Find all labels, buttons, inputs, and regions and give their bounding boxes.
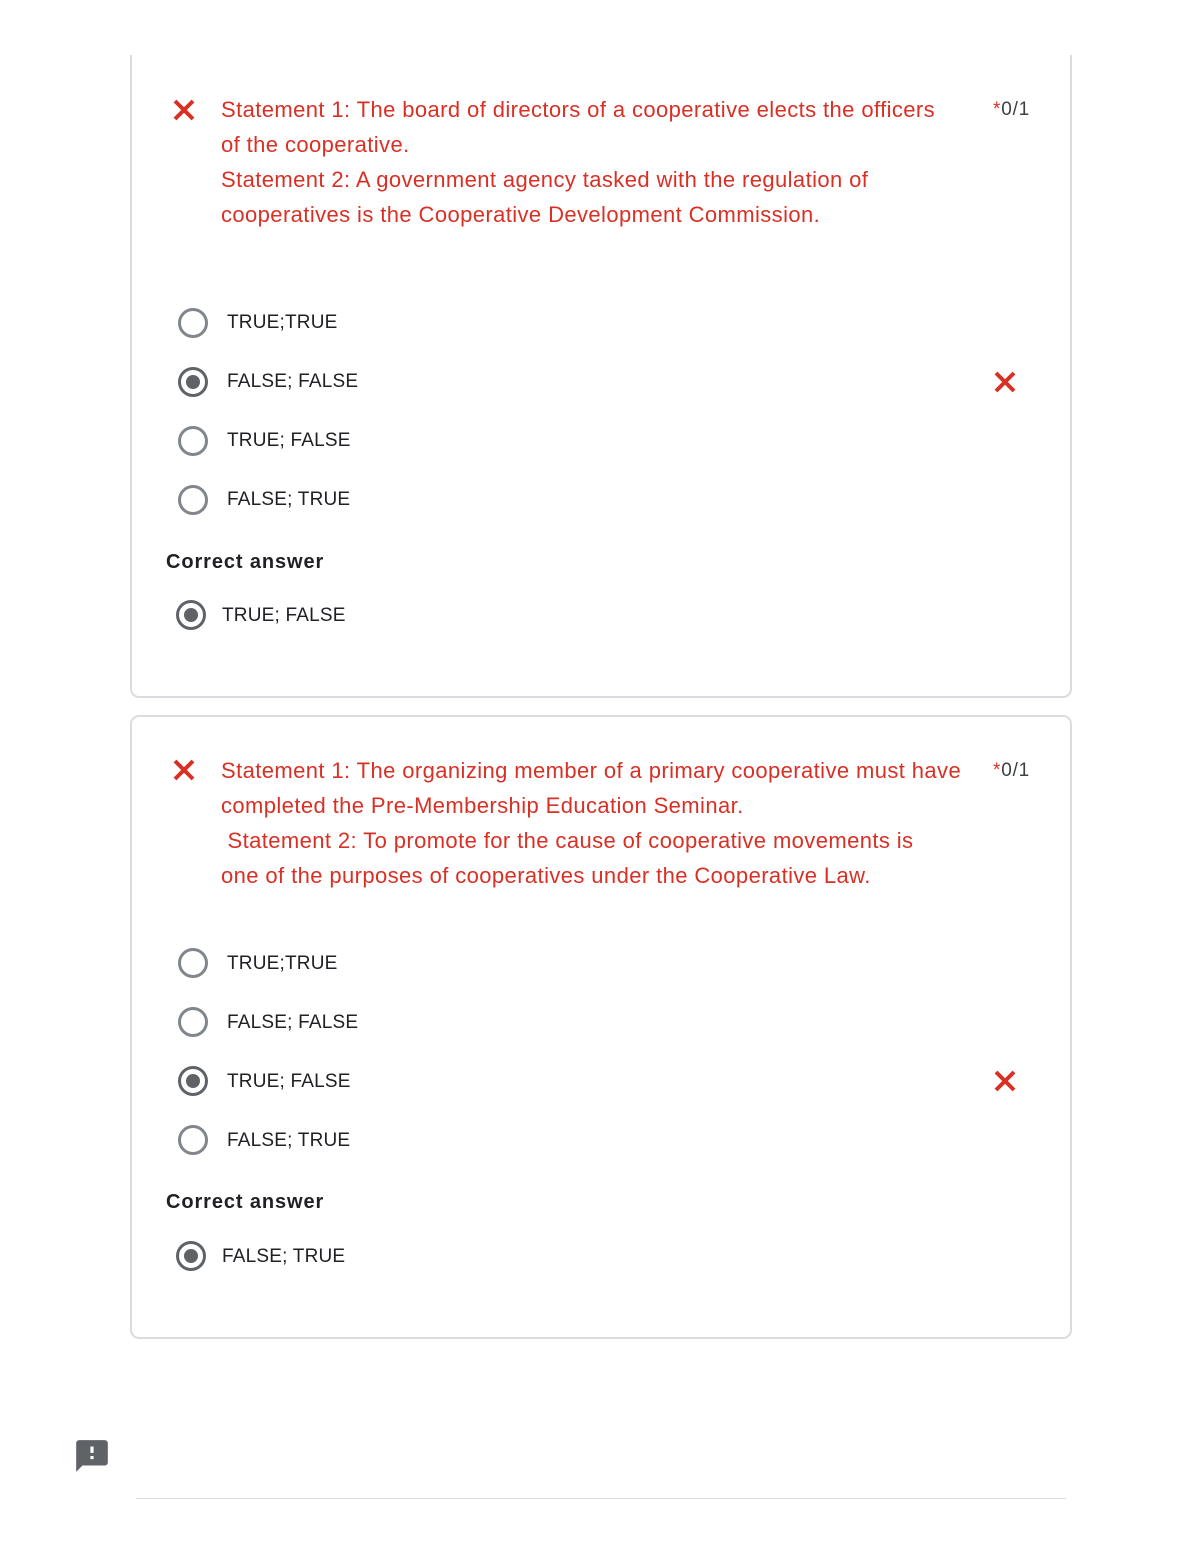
- cross-icon: [172, 98, 196, 122]
- question-line: Statement 2: A government agency tasked with the regulation of: [221, 167, 869, 192]
- option-label: TRUE; FALSE: [227, 1070, 351, 1092]
- question-line: cooperatives is the Cooperative Development Commission.: [221, 202, 821, 227]
- question-text: [221, 92, 935, 232]
- question-line: Statement 2: To promote for the cause of cooperative movements is: [221, 828, 914, 853]
- question-text: [221, 753, 961, 893]
- score: [993, 98, 1030, 122]
- required-mark: *: [993, 760, 1002, 781]
- radio-button[interactable]: [176, 1241, 206, 1271]
- option-label: TRUE; FALSE: [227, 430, 351, 451]
- answer-options: [132, 934, 1070, 1170]
- question-card: [130, 55, 1072, 698]
- correct-answer-heading: Correct answer: [166, 551, 325, 573]
- option-label: FALSE; FALSE: [227, 371, 359, 392]
- answer-option[interactable]: [132, 993, 1070, 1052]
- score: [993, 759, 1030, 783]
- answer-option[interactable]: [132, 293, 1070, 352]
- correct-answer-option[interactable]: [132, 586, 1070, 645]
- answer-option[interactable]: [132, 1111, 1070, 1170]
- footer-divider: [136, 1498, 1066, 1499]
- radio-button[interactable]: [178, 367, 208, 397]
- radio-button[interactable]: [178, 1007, 208, 1037]
- question-line: Statement 1: The board of directors of a cooperative elects the officers: [221, 97, 936, 122]
- radio-button[interactable]: [178, 485, 208, 515]
- score-value: 0/1: [1001, 760, 1031, 781]
- radio-button[interactable]: [178, 948, 208, 978]
- cross-icon: [993, 370, 1017, 394]
- feedback-icon: [73, 1437, 111, 1475]
- radio-button[interactable]: [176, 600, 206, 630]
- question-line: Statement 1: The organizing member of a primary cooperative must have: [221, 758, 962, 783]
- answer-options: [132, 293, 1070, 529]
- question-card: [130, 715, 1072, 1339]
- required-mark: *: [993, 99, 1002, 120]
- cross-icon: [993, 1069, 1017, 1093]
- radio-button[interactable]: [178, 1066, 208, 1096]
- correct-answer-heading: Correct answer: [166, 1191, 325, 1213]
- question-line: one of the purposes of cooperatives under the Cooperative Law.: [221, 863, 871, 888]
- correct-answer-option[interactable]: [132, 1227, 1070, 1286]
- option-label: FALSE; TRUE: [227, 489, 351, 510]
- answer-option[interactable]: [132, 470, 1070, 529]
- option-label: FALSE; FALSE: [227, 1011, 359, 1033]
- option-label: FALSE; TRUE: [222, 1245, 346, 1267]
- answer-option[interactable]: [132, 411, 1070, 470]
- feedback-button[interactable]: [73, 1437, 111, 1475]
- radio-button[interactable]: [178, 1125, 208, 1155]
- score-value: 0/1: [1001, 99, 1031, 120]
- option-label: TRUE; FALSE: [222, 604, 346, 626]
- answer-option[interactable]: [132, 934, 1070, 993]
- answer-option[interactable]: [132, 1052, 1070, 1111]
- option-label: TRUE;TRUE: [227, 312, 338, 333]
- question-line: of the cooperative.: [221, 132, 410, 157]
- option-label: FALSE; TRUE: [227, 1129, 351, 1151]
- radio-button[interactable]: [178, 308, 208, 338]
- answer-option[interactable]: [132, 352, 1070, 411]
- radio-button[interactable]: [178, 426, 208, 456]
- question-line: completed the Pre-Membership Education Seminar.: [221, 793, 744, 818]
- cross-icon: [172, 758, 196, 782]
- option-label: TRUE;TRUE: [227, 952, 338, 974]
